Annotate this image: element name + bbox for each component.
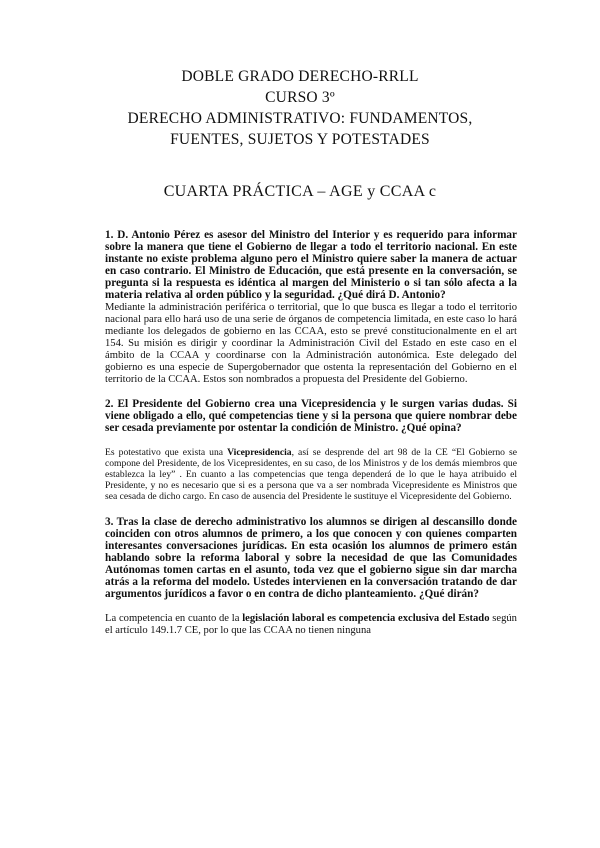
header-subject-line1: DERECHO ADMINISTRATIVO: FUNDAMENTOS, bbox=[127, 110, 473, 127]
header-subject-line2: FUENTES, SUJETOS Y POTESTADES bbox=[170, 131, 430, 148]
answer-3 bbox=[105, 613, 517, 637]
answer-2-rest: , así se desprende del art 98 de la CE “El Gobierno se compone del Presidente, de los Vicepresidentes, en su caso, de los Ministros y de los demás miembros que establezca la ley” . En cuanto a las competencias que tenga dependerá de lo que le haya atribuido el Presidente, y no es necesario que si es a persona que va a ser nombrada Vicepresidente es Ministros que sea cesada de dicho cargo. En caso de ausencia del Presidente le sustituye el Vicepresidente del Gobierno. bbox=[105, 446, 517, 503]
spacer bbox=[105, 435, 517, 447]
spacer bbox=[105, 503, 517, 516]
answer-2-highlight: Vicepresidencia bbox=[227, 446, 292, 458]
answer-3-rest: según el artículo 149.1.7 CE, por lo que las CCAA no tienen ninguna bbox=[105, 613, 517, 637]
answer-2 bbox=[105, 447, 517, 503]
answer-3-intro: La competencia en cuanto de la bbox=[105, 613, 243, 625]
spacer bbox=[105, 600, 517, 613]
practice-title: CUARTA PRÁCTICA – AGE y CCAA c bbox=[163, 183, 437, 200]
document-header bbox=[0, 66, 600, 150]
answer-2-intro: Es potestativo que exista una bbox=[105, 446, 228, 458]
question-3: 3. Tras la clase de derecho administrativo los alumnos se dirigen al descansillo donde coinciden con otros alumnos de primero, a los que conocen y con quienes comparten interesantes conversaciones jurídicas. En esta ocasión los alumnos de primero están hablando sobre la reforma laboral y sobre la necesidad de que las Comunidades Autónomas tomen cartas en el asunto, toda vez que el gobierno sigue sin dar marcha atrás a la reforma del modelo. Ustedes intervienen en la conversación tratando de dar argumentos jurídicos a favor o en contra de dicho planteamiento. ¿Qué dirán? bbox=[105, 515, 517, 601]
question-1: 1. D. Antonio Pérez es asesor del Ministro del Interior y es requerido para informar sobre la manera que tiene el Gobierno de llegar a todo el territorio nacional. En este instante no existe problema alguno pero el Ministro quiere saber la manera de actuar en caso contrario. El Ministro de Educación, que está presente en la conversación, se pregunta si la respuesta es idéntica al margen del Ministerio o si tan sólo afecta a la materia relativa al orden público y la seguridad. ¿Qué dirá D. Antonio? bbox=[105, 229, 517, 302]
document-body bbox=[105, 229, 517, 637]
spacer bbox=[105, 386, 517, 398]
answer-1: Mediante la administración periférica o territorial, que lo que busca es llegar a todo el territorio nacional para ello hará uso de una serie de órganos de competencia limitada, en este caso lo hará mediante los delegados de gobierno en las CCAA, esto se prevé constitucionalmente en el art 154. Su misión es dirigir y coordinar la Administración Civil del Estado en este caso en el ámbito de la CCAA y coordinarse con la Administración autonómica. Este delegado del gobierno es una especie de Supergobernador que ostenta la representación del Gobierno en el territorio de la CCAA. Estos son nombrados a propuesta del Presidente del Gobierno. bbox=[105, 301, 517, 386]
header-degree: DOBLE GRADO DERECHO-RRLL bbox=[181, 68, 419, 85]
header-course: CURSO 3º bbox=[265, 89, 335, 106]
answer-3-highlight: legislación laboral es competencia exclusiva del Estado bbox=[242, 613, 490, 625]
question-2: 2. El Presidente del Gobierno crea una Vicepresidencia y le surgen varias dudas. Si viene obligado a ello, qué competencias tiene y si la persona que quiere nombrar debe ser cesada previamente por ostentar la condición de Ministro. ¿Qué opina? bbox=[105, 398, 517, 435]
